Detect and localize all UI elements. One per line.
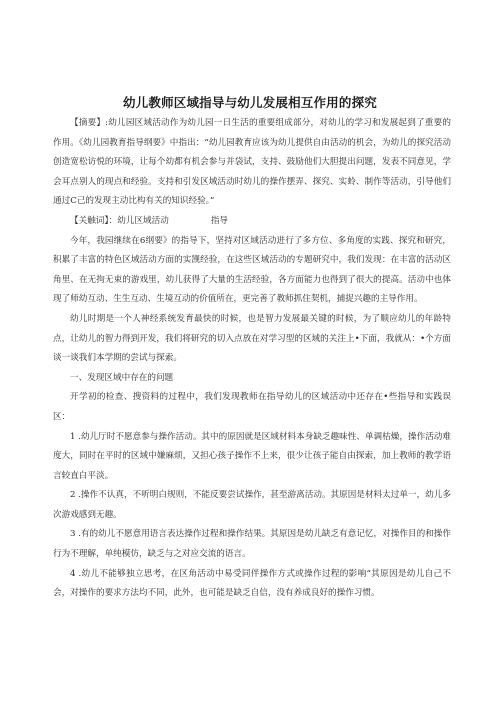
- keywords-line: [53, 212, 451, 232]
- document-body: [53, 114, 451, 604]
- keywords-label: 【关触词】：幼儿区域活动: [70, 215, 169, 226]
- abstract-paragraph: 【摘要】:幼儿园区域活动作为幼儿园一日生活的重要组成部分，对幼儿的学习和发展起到了重要的作用。《幼儿园教育指导纲要》中指出：“幼儿园教育应该为幼儿提供自由活动的机会，为幼儿的探究活动创造宽松访悦的环境，让每个幼都有机会参与并袋试，支持、鼓励他们大胆提出问题，发表不同意见，学会耳点别人的现点和经验。支持和引发区域活动时幼儿的操作摆弄、探究、实蛉、制作等活动，引导他们通过C己的发现主动比构有关的知识经验。”: [53, 118, 451, 207]
- document-title: 幼儿教师区域指导与幼儿发展相互作用的探究: [122, 95, 377, 110]
- list-item: 2 .操作不认真，不听明白规则，不能反要尝试操作，甚至游离活动。其原因是材料太过单一，幼儿多次游戏感到无趣。: [53, 490, 451, 520]
- body-paragraph: 开学初的检查、搜资料的过程中，我们发现教师在指导幼儿的区域活动中还存在•些指导和实践误区：: [53, 392, 451, 422]
- keywords-term: 指导: [210, 215, 229, 226]
- section-heading: 一、发现区域中存在的问题: [70, 372, 174, 383]
- list-item: 1 .幼儿厅时不愿意参与操作活动。其中的原因就是区域材料本身缺乏趣味性、单调枯燥，操作活动难度大，同时在平时的区域中嫌麻烦，又担心孩子操作不上来，很少让孩子能自由探索，加上教师的教学语言较直白平淡。: [53, 431, 451, 481]
- list-item: 4 .幼儿不能够独立思考，在区角活动中易受同伴操作方式或操作过程的影响“其原因是幼儿自己不会，对操作的要求方法均不同，此外，也可能是缺乏自信，没有养成良好的操作习惯。: [53, 568, 451, 599]
- body-paragraph: 幼儿时期是一个人神经系统发育最快的时候，也是智力发展最关键的时候，为了顺应幼儿的年龄特点，让幼儿的智力得到开发，我们将研究的切入点放在对学习型的区域的关注上•下面，我就从：•个方面谈一谈我们本学期的尝试与探索。: [53, 313, 451, 364]
- body-paragraph: 今年，我园继续在6纲要》的指导下，坚持对区域活动进行了多方位、多角度的实践、探究和研究，积累了丰富的特色区域活动方面的实觊经验，在这些区域活动的专题研究中，我们发现：在丰富的活动区角里、在无拘无束的游戏里，幼儿获得了大量的生活经验，各方面能力也得到了很大的提高。活动中也体现了师幼互动、生生互动、生境互动的价值所在，更完善了教师抓住契机，捕捉兴趣的主导作用。: [53, 235, 451, 305]
- list-item: 3 .有的幼儿不愿意用语言表达操作过程和操作结果。其原因是幼儿缺乏有意记忆，对操作目的和操作行为不理解，单纯模仿，缺乏与之对应交流的语言。: [53, 529, 451, 560]
